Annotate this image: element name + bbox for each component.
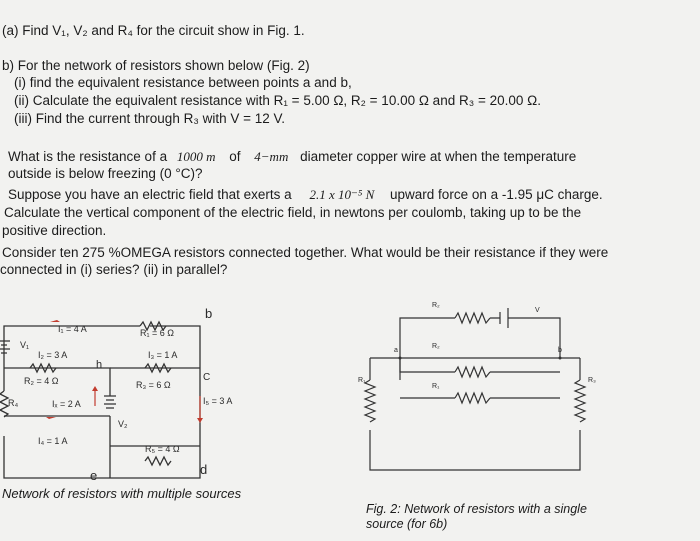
fig1-label-r3: R₃ = 6 Ω	[136, 380, 171, 390]
q3-text-a: What is the resistance of a	[8, 149, 168, 164]
fig1-label-r2: R₂ = 4 Ω	[24, 376, 59, 386]
fig2-circuit	[360, 290, 610, 480]
fig1-node-b: b	[205, 306, 213, 321]
fig1-node-h: h	[96, 359, 103, 371]
fig1-label-ix: Iₓ = 2 A	[52, 399, 81, 409]
fig1-label-v2: V₂	[118, 419, 128, 429]
fig2-node-a: a	[394, 347, 398, 354]
fig1-node-c: C	[203, 372, 211, 383]
fig2-label-r3-side: R₃	[588, 377, 596, 384]
question-5-line-2: connected in (i) series? (ii) in parallel?	[0, 262, 228, 277]
fig1-label-i4: I₄ = 1 A	[38, 436, 68, 446]
question-a: (a) Find V₁, V₂ and R₄ for the circuit show in Fig. 1.	[2, 23, 305, 38]
q3-length: 1000 m	[176, 149, 216, 164]
fig2-node-b: b	[558, 347, 562, 354]
fig2-label-r2-top: R₂	[432, 302, 440, 309]
q4-text-b: upward force on a -1.95 μC charge.	[390, 187, 603, 202]
fig2-caption: Fig. 2: Network of resistors with a single source (for 6b)	[366, 502, 587, 531]
fig1-label-r1: R₁ = 6 Ω	[140, 328, 175, 338]
fig1-label-v1: V₁	[20, 340, 30, 350]
question-3-line-1	[8, 149, 576, 165]
fig1-label-i2: I₂ = 3 A	[38, 350, 68, 360]
fig1-label-r5: R₅ = 4 Ω	[145, 444, 180, 454]
question-b-iii: (iii) Find the current through R₃ with V = 12 V.	[14, 111, 286, 126]
q3-text-b: of	[229, 149, 241, 164]
q3-text-c: diameter copper wire at when the temperature	[300, 149, 577, 164]
fig2-label-r2: R₂	[432, 343, 440, 350]
question-b-i: (i) find the equivalent resistance between points a and b,	[14, 75, 352, 90]
fig1-label-i1: I₁ = 4 A	[58, 324, 87, 334]
fig2-label-v: V	[535, 307, 540, 314]
fig2-label-r1-side: R₁	[358, 377, 366, 384]
fig1-node-d: d	[200, 462, 208, 477]
fig1-circuit	[0, 296, 260, 496]
q4-text-a: Suppose you have an electric field that exerts a	[8, 187, 292, 202]
question-4-line-2: Calculate the vertical component of the electric field, in newtons per coulomb, taking up to be the	[4, 205, 582, 220]
fig1-label-i5: I₅ = 3 A	[203, 396, 233, 406]
question-b-intro: b) For the network of resistors shown below (Fig. 2)	[2, 58, 310, 73]
q3-diameter: 4−mm	[254, 149, 289, 164]
fig2-label-r1: R₁	[432, 383, 440, 390]
fig1-caption: Network of resistors with multiple sources	[2, 486, 242, 501]
fig1-node-e: e	[90, 468, 98, 483]
fig1-label-r4: R₄	[8, 398, 19, 408]
question-4-line-1	[8, 187, 603, 203]
question-b-ii: (ii) Calculate the equivalent resistance with R₁ = 5.00 Ω, R₂ = 10.00 Ω and R₃ = 20.00 Ω.	[14, 93, 541, 108]
q4-force: 2.1 x 10⁻⁵ N	[309, 187, 375, 202]
question-5-line-1: Consider ten 275 %OMEGA resistors connected together. What would be their resistance if they were	[2, 245, 609, 260]
question-3-line-2: outside is below freezing (0 °C)?	[8, 166, 203, 181]
fig1-label-i3: I₃ = 1 A	[148, 350, 178, 360]
question-4-line-3: positive direction.	[2, 223, 107, 238]
